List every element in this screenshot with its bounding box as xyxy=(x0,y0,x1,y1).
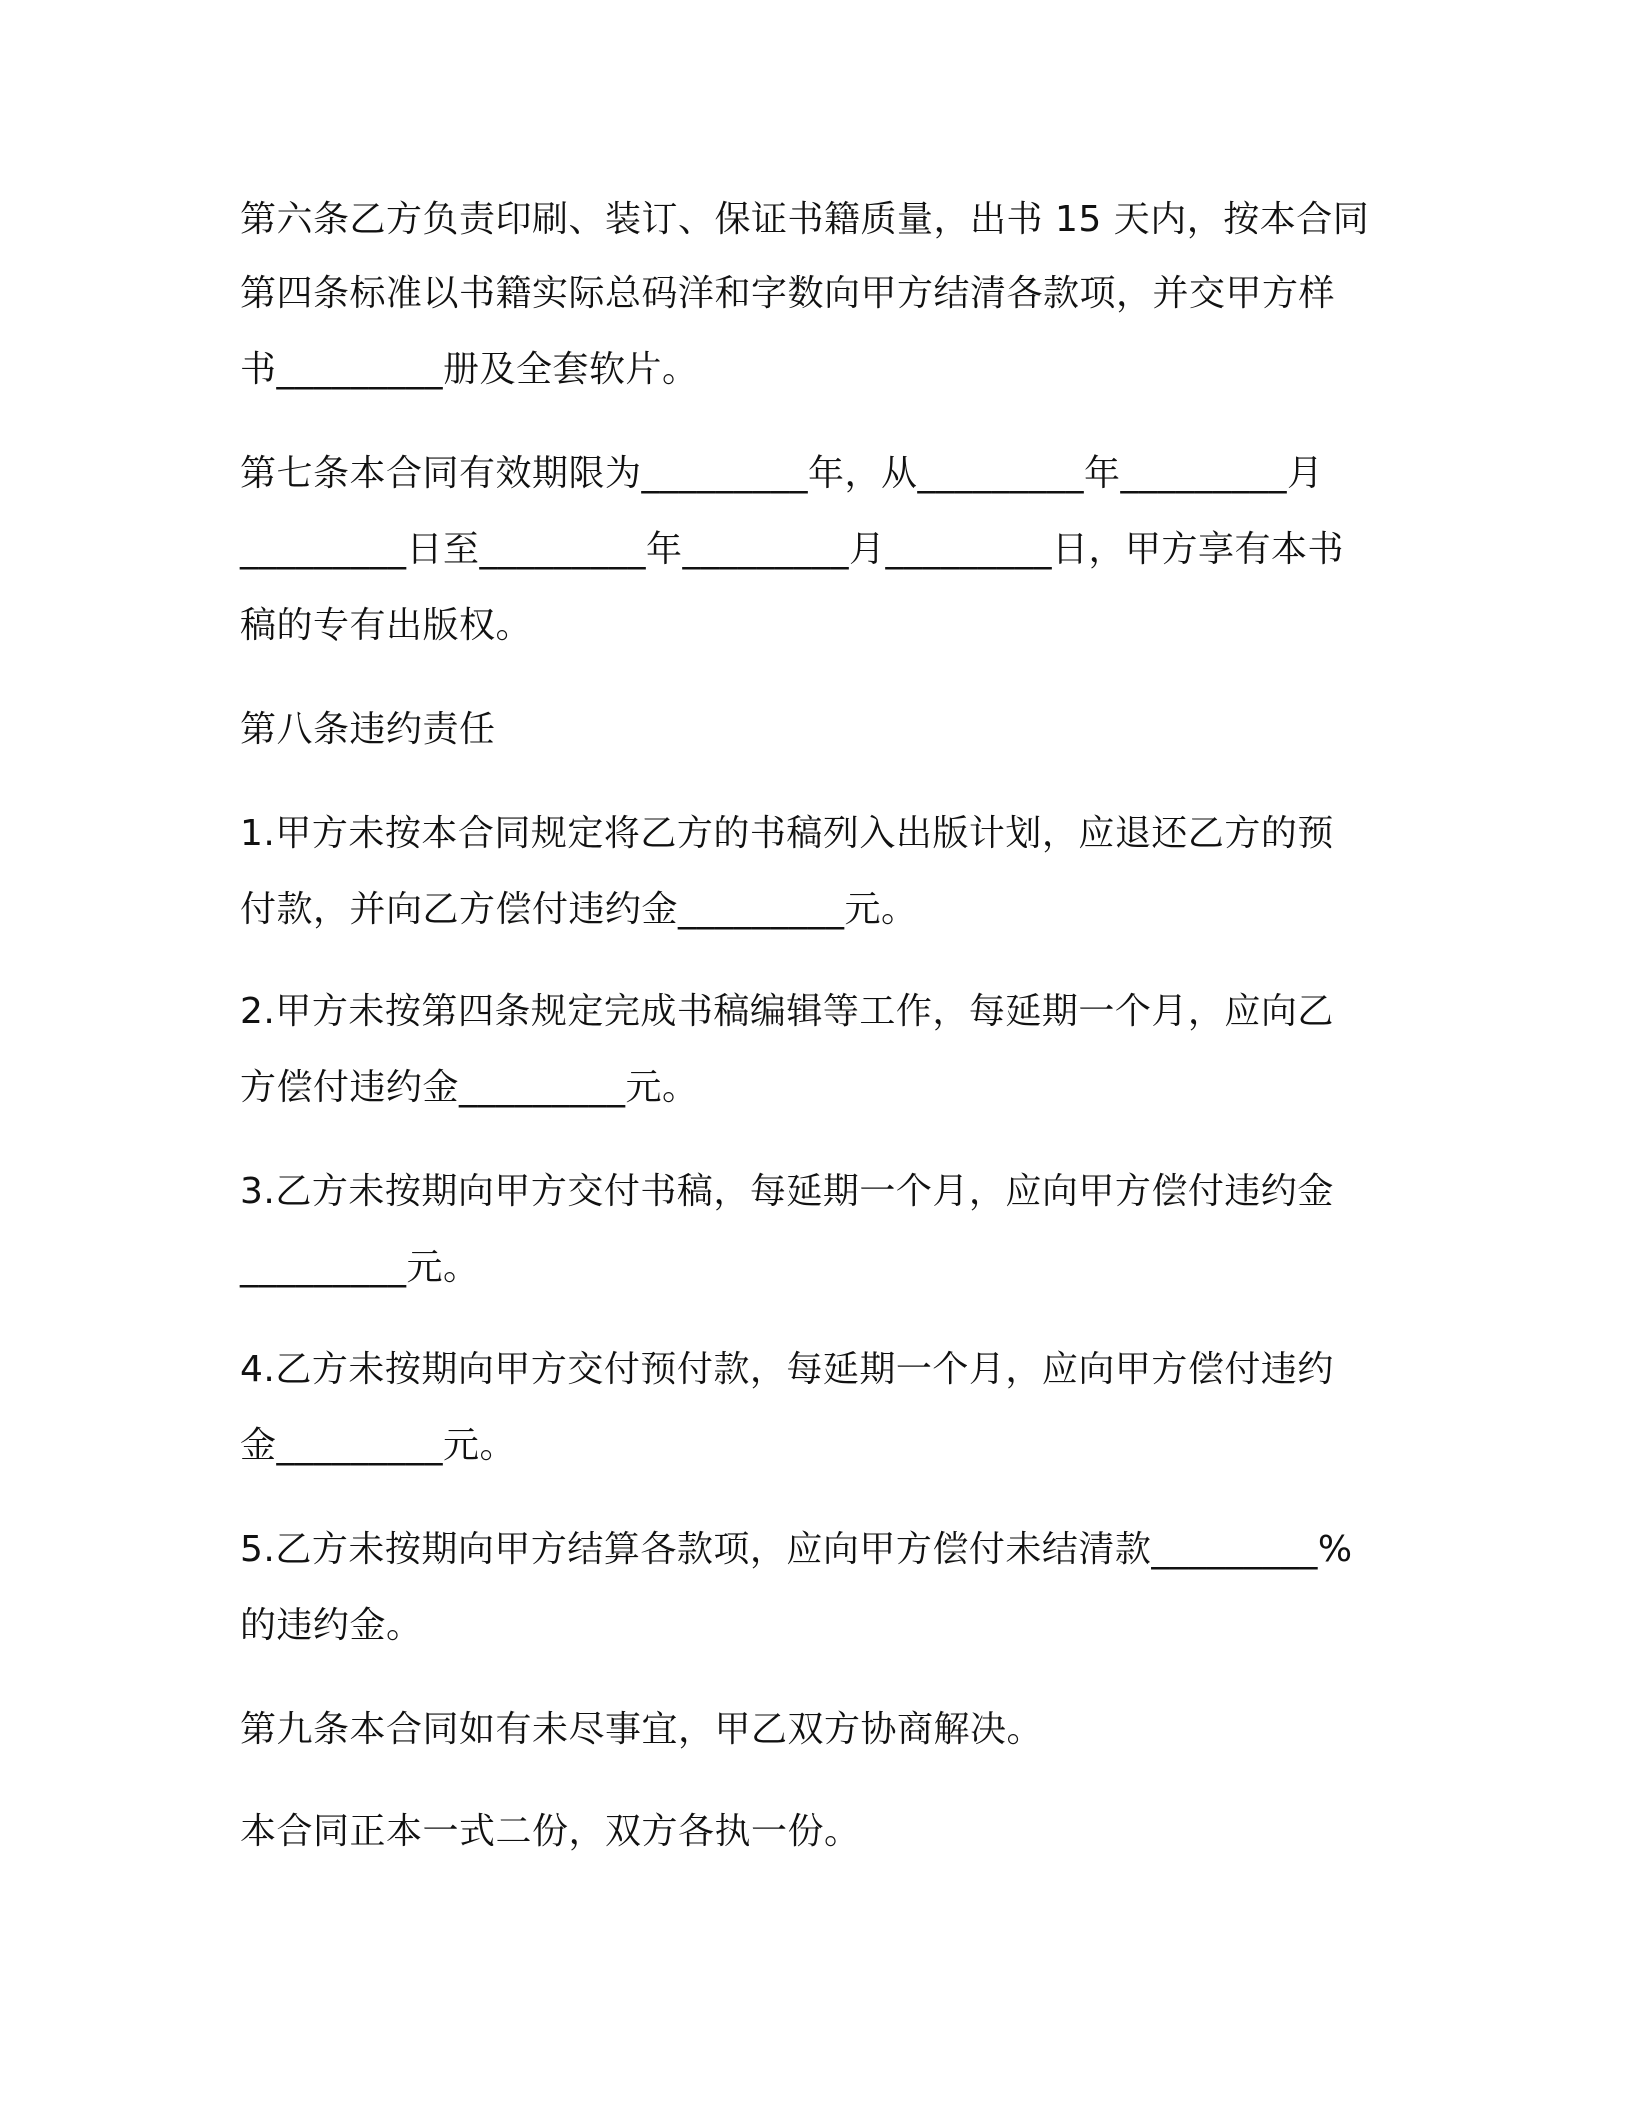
text-line: 付款，并向乙方偿付违约金_________元。 xyxy=(240,889,918,930)
section-heading: 第八条违约责任 xyxy=(240,709,496,750)
text-line: 第九条本合同如有未尽事宜，甲乙双方协商解决。 xyxy=(240,1709,1044,1750)
text-line: 5.乙方未按期向甲方结算各款项，应向甲方偿付未结清款_________% xyxy=(240,1529,1353,1570)
text-line: 金_________元。 xyxy=(240,1425,517,1466)
text-line: 4.乙方未按期向甲方交付预付款，每延期一个月，应向甲方偿付违约 xyxy=(240,1349,1334,1390)
text-line: 2.甲方未按第四条规定完成书稿编辑等工作，每延期一个月，应向乙 xyxy=(240,991,1334,1032)
text-line: 方偿付违约金_________元。 xyxy=(240,1067,699,1108)
text-line: 第六条乙方负责印刷、装订、保证书籍质量，出书 15 天内，按本合同 xyxy=(240,199,1370,240)
text-line: 本合同正本一式二份，双方各执一份。 xyxy=(240,1811,861,1852)
text-line: 第四条标准以书籍实际总码洋和字数向甲方结清各款项，并交甲方样 xyxy=(240,273,1336,314)
text-line: 第七条本合同有效期限为_________年，从_________年_________月 xyxy=(240,453,1324,494)
text-line: _________日至_________年_________月_________日，甲方享有本书 xyxy=(240,529,1345,570)
text-line: 3.乙方未按期向甲方交付书稿，每延期一个月，应向甲方偿付违约金 xyxy=(240,1171,1334,1212)
text-line: 书_________册及全套软片。 xyxy=(240,349,699,390)
text-line: 1.甲方未按本合同规定将乙方的书稿列入出版计划，应退还乙方的预 xyxy=(240,813,1334,854)
text-line: _________元。 xyxy=(240,1247,480,1288)
text-line: 稿的专有出版权。 xyxy=(240,605,533,646)
text-line: 的违约金。 xyxy=(240,1605,423,1646)
